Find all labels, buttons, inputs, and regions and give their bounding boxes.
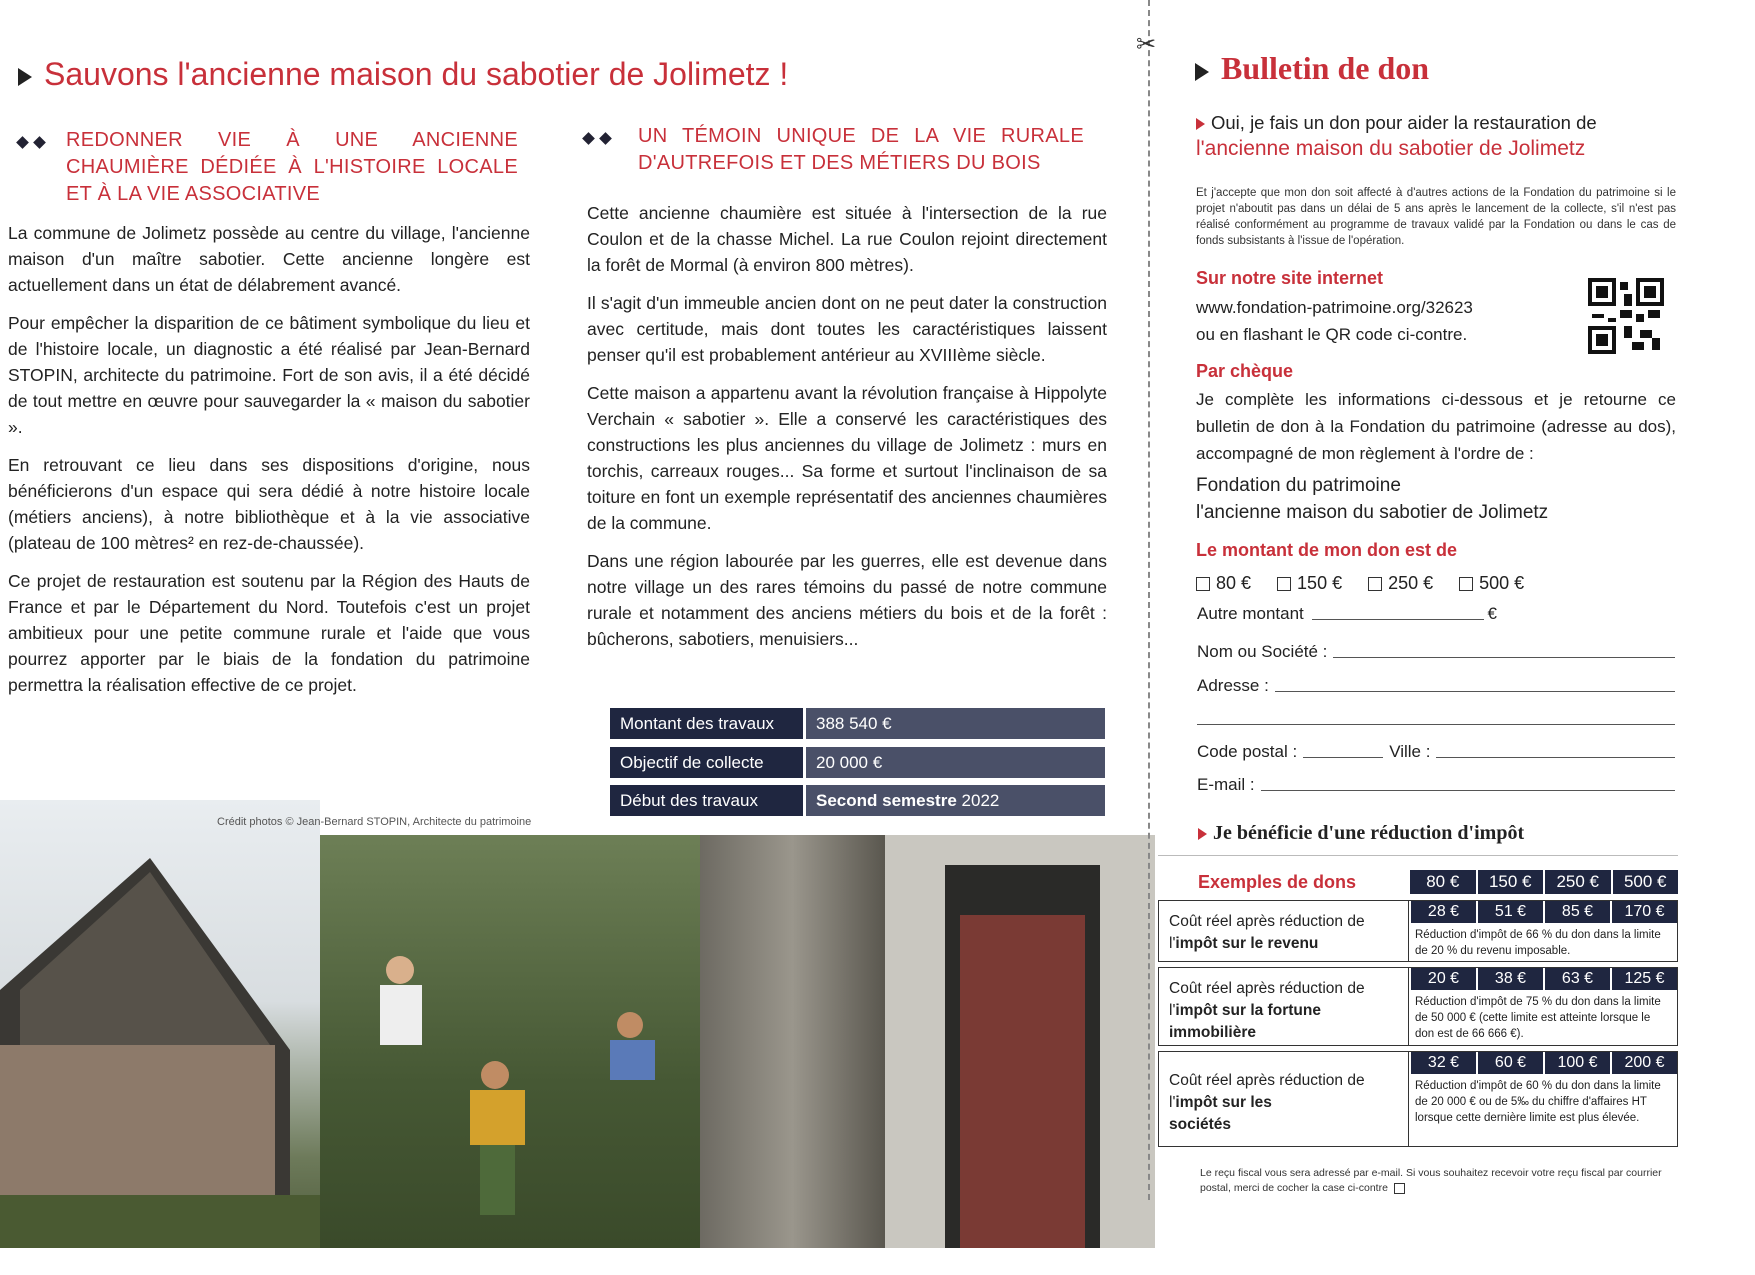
name-field[interactable] [1333, 642, 1675, 658]
postal-city-row: Code postal : Ville : [1197, 742, 1675, 762]
diamond-bullet-icon [599, 132, 612, 145]
payee: Fondation du patrimoine l'ancienne maison du sabotier de Jolimetz [1196, 475, 1549, 523]
triangle-bullet-icon [1196, 118, 1205, 130]
other-amount-field[interactable] [1312, 604, 1484, 620]
city-field[interactable] [1436, 742, 1675, 758]
examples-header: 80 € 150 € 250 € 500 € [1408, 870, 1678, 894]
email-row: E-mail : [1197, 775, 1675, 795]
web-heading: Sur notre site internet [1196, 268, 1384, 288]
web-url[interactable]: www.fondation-patrimoine.org/32623 [1196, 298, 1473, 317]
triangle-bullet-icon [1195, 63, 1209, 81]
name-row: Nom ou Société : [1197, 642, 1675, 662]
photo-barn [0, 800, 532, 1248]
address-row: Adresse : [1197, 676, 1675, 696]
consent-text: Et j'accepte que mon don soit affecté à d'autres actions de la Fondation du patrimoine si le projet n'aboutit pas dans un délai de 5 ans après le lancement de la collecte, s'il n'est pas réalisé conformément au programme de travaux validé par la Fondation ou dans le cas de fonds subsistants à l'issue de l'opération. [1196, 187, 1676, 247]
info-row-goal: Objectif de collecte 20 000 € [610, 747, 1105, 778]
amount-150-option[interactable]: 150 € [1277, 573, 1342, 594]
triangle-bullet-icon [1198, 828, 1207, 840]
address-field[interactable] [1275, 676, 1675, 692]
examples-heading: Exemples de dons [1198, 872, 1357, 892]
amount-250-option[interactable]: 250 € [1368, 573, 1433, 594]
other-amount-row: Autre montant € [1197, 604, 1497, 623]
col2-heading: UN TÉMOIN UNIQUE DE LA VIE RURALE D'AUTREFOIS ET DES MÉTIERS DU BOIS [584, 123, 1084, 177]
col2-body: Cette ancienne chaumière est située à l'intersection de la rue Coulon et de la chasse Michel. La rue Coulon rejoint directement la forêt de Mormal (à environ 800 mètres). Il s'agit d'un immeuble ancien dont on ne peut dater la construction avec certitude, mais dont toutes les caractéristiques laissent penser qu'il est probablement antérieur au XVIIIème siècle. Cette maison a appartenu avant la révolution française à Hippolyte Verchain « sabotier ». Elle a conservé les caractéristiques des constructions les plus anciennes du village de Jolimetz : murs en torchis, carreaux rouges... Sa forme et surtout l'inclinaison de sa toiture en font un exemple représentatif des anciennes chaumières de la commune. Dans une région labourée par les guerres, elle est devenue dans notre village un des rares témoins du passé de notre commune rurale et notamment des anciens métiers du bois et de la forêt : bûcherons, sabotiers, menuisiers... [587, 203, 1107, 649]
scissors-icon: ✂ [1136, 31, 1157, 58]
checkbox-icon[interactable] [1196, 577, 1210, 591]
amount-heading: Le montant de mon don est de [1196, 540, 1458, 560]
qr-code-icon[interactable] [1588, 278, 1664, 354]
photo-door [885, 835, 1155, 1248]
reduction-row-income: Coût réel après réduction de l'impôt sur le revenu 28 € 51 € 85 € 170 € Réduction d'impôt de 66 % du don dans la limite de 20 % du revenu imposable. [1158, 900, 1678, 962]
amount-500-option[interactable]: 500 € [1459, 573, 1524, 594]
amount-options [1196, 573, 1524, 594]
checkbox-icon[interactable] [1277, 577, 1291, 591]
email-field[interactable] [1261, 775, 1675, 791]
web-text: www.fondation-patrimoine.org/32623 ou en flashant le QR code ci-contre. [1196, 294, 1576, 348]
cut-line [1148, 0, 1150, 1200]
triangle-bullet-icon [18, 68, 32, 86]
intro: Oui, je fais un don pour aider la restauration de l'ancienne maison du sabotier de Jolimetz [1196, 112, 1597, 160]
col1-body: La commune de Jolimetz possède au centre du village, l'ancienne maison d'un maître sabotier. Cette ancienne longère est actuellement dans un état de délabrement avancé. Pour empêcher la disparition de ce bâtiment symbolique du lieu et de l'histoire locale, un diagnostic a été réalisé par Jean-Bernard STOPIN, architecte du patrimoine. Fort de son avis, il a été décidé de tout mettre en œuvre pour sauvegarder la « maison du sabotier ». En retrouvant ce lieu dans ses dispositions d'origine, nous bénéficierons d'un espace qui sera dédié à notre histoire locale (métiers anciens), à notre bibliothèque et à la vie associative (plateau de 100 mètres² en rez-de-chaussée). Ce projet de restauration est soutenu par la Région des Hauts de France et par le Département du Nord. Toutefois c'est un projet ambitieux pour une petite commune rurale et l'aide que vous pourrez apporter par le biais de la fondation du patrimoine permettra la réalisation effective de ce projet. [8, 223, 530, 695]
info-row-budget: Montant des travaux 388 540 € [610, 708, 1105, 739]
tax-heading: Je bénéficie d'une réduction d'impôt [1198, 822, 1524, 845]
diamond-bullet-icon [33, 136, 46, 149]
page-title: Sauvons l'ancienne maison du sabotier de Jolimetz ! [18, 56, 788, 93]
reduction-row-corporate: Coût réel après réduction de l'impôt sur les sociétés 32 € 60 € 100 € 200 € Réduction d'impôt de 60 % du don dans la limite de 20 000 € ou de 5‰ du chiffre d'affaires HT lorsque cette dernière limite est plus élevée. [1158, 1051, 1678, 1147]
photo-credit: Crédit photos © Jean-Bernard STOPIN, Architecte du patrimoine [217, 816, 532, 828]
photo-volunteers [320, 835, 700, 1248]
amount-80-option[interactable]: 80 € [1196, 573, 1251, 594]
cheque-text: Je complète les informations ci-dessous et je retourne ce bulletin de don à la Fondation du patrimoine (adresse au dos), accompagné de mon règlement à l'ordre de : [1196, 390, 1676, 463]
address-field-line2[interactable] [1197, 724, 1675, 725]
diamond-bullet-icon [16, 136, 29, 149]
info-row-start: Début des travaux Second semestre 2022 [610, 785, 1105, 816]
photo-wall [700, 835, 885, 1248]
checkbox-icon[interactable] [1368, 577, 1382, 591]
postal-code-field[interactable] [1303, 742, 1383, 758]
postal-receipt-checkbox[interactable] [1394, 1183, 1405, 1194]
checkbox-icon[interactable] [1459, 577, 1473, 591]
diamond-bullet-icon [582, 132, 595, 145]
bulletin-title: Bulletin de don [1195, 50, 1429, 87]
cheque-heading: Par chèque [1196, 361, 1294, 381]
receipt-note: Le reçu fiscal vous sera adressé par e-mail. Si vous souhaitez recevoir votre reçu fiscal par courrier postal, merci de cocher la case ci-contre [1200, 1167, 1662, 1194]
tax-separator [1158, 855, 1678, 856]
reduction-row-wealth: Coût réel après réduction de l'impôt sur la fortune immobilière 20 € 38 € 63 € 125 € Réduction d'impôt de 75 % du don dans la limite de 50 000 € (cette limite est atteinte lorsque le don est de 66 666 €). [1158, 967, 1678, 1046]
col1-heading: REDONNER VIE À UNE ANCIENNE CHAUMIÈRE DÉDIÉE À L'HISTOIRE LOCALE ET À LA VIE ASSOCIATIVE [18, 127, 518, 208]
